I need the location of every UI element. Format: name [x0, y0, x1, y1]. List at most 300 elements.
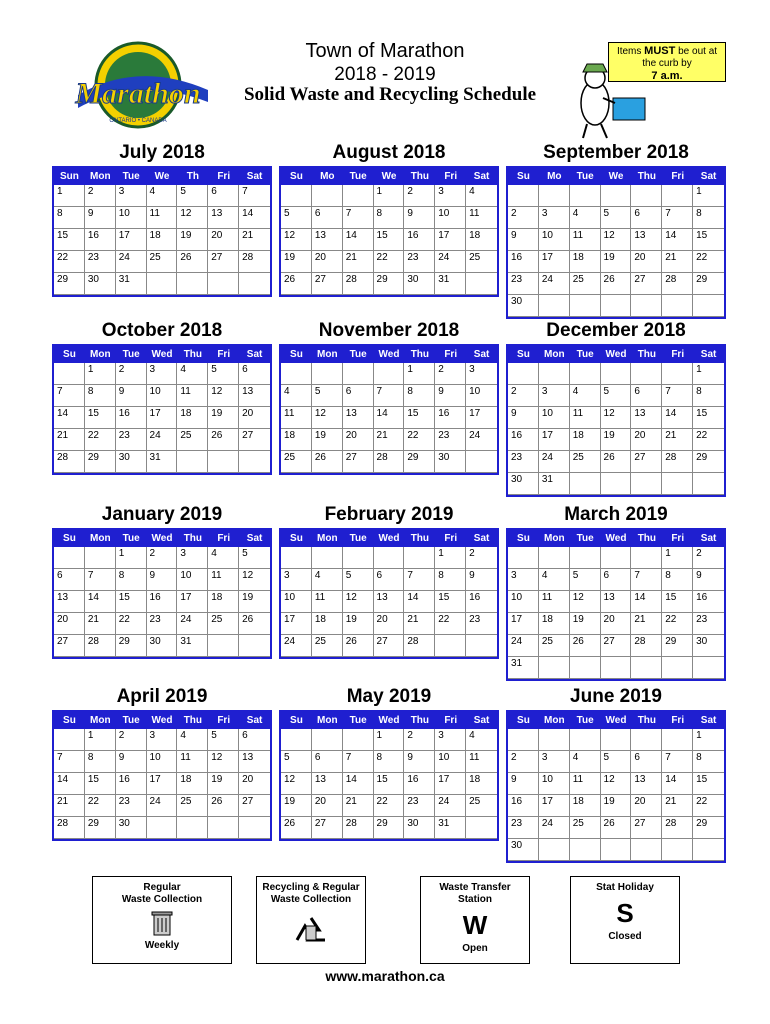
day-number: 25 [469, 796, 481, 807]
day-cell [466, 407, 497, 429]
day-number: 22 [87, 796, 99, 807]
day-number: 16 [469, 592, 481, 603]
day-number: 25 [284, 452, 296, 463]
day-number: 12 [314, 408, 326, 419]
day-cell [343, 613, 374, 635]
day-cell [239, 407, 270, 429]
day-number: 20 [634, 430, 646, 441]
day-cell [208, 429, 239, 451]
weekday-label: Su [517, 533, 530, 544]
day-number: 2 [407, 730, 413, 741]
day-cell [85, 207, 116, 229]
day-cell [539, 773, 570, 795]
day-cell [662, 773, 693, 795]
day-number: 31 [118, 274, 130, 285]
day-cell [539, 657, 570, 679]
day-cell [239, 635, 270, 657]
day-cell [404, 251, 435, 273]
day-number: 1 [118, 548, 125, 559]
day-number: 6 [634, 752, 640, 763]
day-number: 13 [242, 752, 254, 763]
day-number: 7 [634, 570, 640, 581]
day-cell [147, 207, 178, 229]
day-cell [85, 229, 116, 251]
day-number: 2 [118, 730, 125, 741]
day-cell [343, 547, 374, 569]
day-number: 30 [118, 818, 130, 829]
day-cell [312, 273, 343, 295]
day-cell [281, 407, 312, 429]
day-number: 15 [87, 774, 99, 785]
day-cell [435, 407, 466, 429]
day-cell [85, 729, 116, 751]
day-number: 18 [180, 774, 192, 785]
month-calendar [506, 528, 726, 681]
weekday-label: Sat [473, 533, 490, 544]
day-cell [508, 547, 539, 569]
day-number: 3 [541, 386, 548, 397]
day-cell [343, 795, 374, 817]
day-cell [693, 407, 724, 429]
day-number: 26 [284, 818, 296, 829]
day-cell [281, 795, 312, 817]
day-number: 19 [284, 252, 296, 263]
day-cell [662, 613, 693, 635]
day-cell [570, 295, 601, 317]
day-number: 9 [87, 208, 94, 219]
day-cell [239, 429, 270, 451]
day-number: 25 [572, 274, 584, 285]
day-number: 4 [541, 570, 548, 581]
day-cell [54, 635, 85, 657]
day-cell [539, 295, 570, 317]
day-cell [570, 795, 601, 817]
weekday-label: Wed [605, 533, 627, 544]
day-cell [693, 839, 724, 861]
day-number: 5 [211, 364, 217, 375]
day-cell [343, 185, 374, 207]
day-cell [693, 429, 724, 451]
svg-text:Marathon: Marathon [75, 77, 201, 110]
day-number: 13 [376, 592, 388, 603]
day-cell [404, 729, 435, 751]
weekday-label: Mon [544, 533, 565, 544]
day-cell [435, 591, 466, 613]
day-cell [177, 729, 208, 751]
day-cell [631, 473, 662, 495]
day-number: 11 [469, 752, 480, 763]
weekday-label: Fri [217, 533, 231, 544]
day-number: 12 [572, 592, 584, 603]
day-cell [147, 547, 178, 569]
day-number: 5 [180, 186, 186, 197]
day-cell [404, 363, 435, 385]
weekday-label: Fri [444, 715, 458, 726]
day-number: 1 [376, 730, 383, 741]
weekday-label: Thu [183, 349, 203, 360]
title-schedule: Solid Waste and Recycling Schedule [243, 84, 537, 105]
weekday-label: Fri [671, 171, 685, 182]
day-cell [693, 229, 724, 251]
weekday-label: Su [63, 349, 76, 360]
day-number: 22 [696, 252, 708, 263]
day-cell [208, 591, 239, 613]
weekday-header [281, 530, 497, 547]
day-cell [312, 185, 343, 207]
day-cell [85, 407, 116, 429]
day-cell [508, 185, 539, 207]
day-number: 28 [345, 274, 357, 285]
day-number: 23 [696, 614, 708, 625]
day-number: 29 [87, 818, 99, 829]
day-number: 9 [511, 230, 517, 241]
day-number: 26 [603, 274, 615, 285]
day-number: 29 [57, 274, 69, 285]
day-number: 1 [87, 730, 94, 741]
day-number: 14 [242, 208, 254, 219]
day-cell [662, 795, 693, 817]
day-number: 22 [118, 614, 130, 625]
day-number: 10 [541, 230, 553, 241]
day-number: 21 [87, 614, 99, 625]
day-cell [116, 273, 147, 295]
day-number: 5 [345, 570, 352, 581]
day-number: 27 [57, 636, 69, 647]
weekday-label: Thu [637, 171, 657, 182]
day-number: 21 [665, 430, 677, 441]
day-number: 17 [541, 796, 553, 807]
weekday-label: Tue [576, 715, 594, 726]
day-cell [54, 251, 85, 273]
day-number: 11 [284, 408, 295, 419]
day-number: 11 [314, 592, 326, 603]
day-cell [343, 817, 374, 839]
weekday-label: Wed [151, 349, 173, 360]
day-cell [508, 751, 539, 773]
weekday-label: Fri [671, 533, 685, 544]
day-number: 19 [211, 408, 223, 419]
day-number: 16 [696, 592, 708, 603]
day-number: 29 [407, 452, 419, 463]
day-cell [374, 613, 405, 635]
day-cell [374, 363, 405, 385]
weekday-label: Sun [59, 171, 79, 182]
day-number: 2 [149, 548, 156, 559]
day-number: 9 [149, 570, 156, 581]
weekday-header [281, 168, 497, 185]
day-number: 3 [541, 752, 548, 763]
day-cell [570, 363, 601, 385]
day-number: 30 [149, 636, 161, 647]
weekday-label: Thu [410, 533, 430, 544]
website-link[interactable]: www.marathon.ca [325, 968, 445, 984]
day-cell [693, 473, 724, 495]
day-number: 25 [572, 818, 584, 829]
day-number: 13 [634, 230, 646, 241]
weekday-label: Su [290, 171, 303, 182]
day-number: 16 [87, 230, 99, 241]
day-number: 13 [314, 230, 326, 241]
day-cell [116, 363, 147, 385]
day-number: 29 [696, 274, 708, 285]
day-cell [85, 817, 116, 839]
weekday-label: Sat [246, 349, 263, 360]
day-number: 31 [438, 274, 450, 285]
weekday-label: Wed [605, 715, 627, 726]
day-cell [466, 817, 497, 839]
day-cell [281, 773, 312, 795]
weekday-label: Su [517, 171, 530, 182]
weekday-label: Thu [183, 533, 203, 544]
month-calendar [506, 166, 726, 319]
day-cell [508, 451, 539, 473]
day-number: 31 [511, 658, 523, 669]
day-cell [281, 207, 312, 229]
day-number: 12 [284, 774, 296, 785]
day-cell [539, 363, 570, 385]
day-cell [693, 591, 724, 613]
day-cell [147, 363, 178, 385]
weekday-label: Wed [378, 715, 400, 726]
month-title: August 2018 [332, 142, 446, 163]
day-number: 21 [634, 614, 646, 625]
weekday-label: Wed [378, 533, 400, 544]
day-cell [239, 229, 270, 251]
day-cell [147, 185, 178, 207]
day-cell [631, 185, 662, 207]
day-cell [281, 273, 312, 295]
day-cell [85, 635, 116, 657]
day-number: 24 [180, 614, 192, 625]
day-number: 17 [118, 230, 130, 241]
day-cell [508, 569, 539, 591]
day-number: 26 [242, 614, 254, 625]
day-number: 29 [118, 636, 130, 647]
day-cell [147, 795, 178, 817]
day-cell [116, 429, 147, 451]
day-number: 8 [87, 386, 94, 397]
weekday-label: Wed [605, 349, 627, 360]
day-cell [343, 729, 374, 751]
day-cell [508, 613, 539, 635]
day-cell [435, 363, 466, 385]
day-cell [239, 751, 270, 773]
day-cell [508, 229, 539, 251]
day-number: 28 [57, 452, 69, 463]
day-cell [147, 407, 178, 429]
day-cell [147, 773, 178, 795]
day-cell [343, 751, 374, 773]
day-cell [539, 407, 570, 429]
day-cell [116, 773, 147, 795]
mascot-recycling-figure [565, 58, 655, 143]
day-number: 24 [541, 452, 553, 463]
weekday-label: Su [290, 349, 303, 360]
day-number: 30 [696, 636, 708, 647]
day-number: 4 [469, 730, 475, 741]
month-calendar [52, 344, 272, 475]
day-number: 22 [87, 430, 99, 441]
day-number: 13 [57, 592, 69, 603]
day-number: 20 [634, 796, 646, 807]
day-cell [312, 613, 343, 635]
day-cell [147, 273, 178, 295]
day-number: 4 [284, 386, 290, 397]
weekday-label: Thu [183, 715, 203, 726]
weekday-label: Sat [473, 715, 490, 726]
day-cell [404, 817, 435, 839]
day-cell [601, 569, 632, 591]
day-number: 3 [511, 570, 517, 581]
marathon-logo [58, 40, 218, 130]
recycling-icon [289, 912, 333, 948]
day-cell [662, 207, 693, 229]
day-cell [239, 547, 270, 569]
day-cell [281, 751, 312, 773]
day-number: 11 [149, 208, 160, 219]
day-number: 10 [118, 208, 130, 219]
day-number: 7 [665, 386, 671, 397]
weekday-label: Mo [547, 171, 562, 182]
day-cell [601, 429, 632, 451]
day-cell [85, 385, 116, 407]
month-title: January 2019 [101, 504, 223, 525]
day-number: 2 [118, 364, 125, 375]
day-number: 25 [149, 252, 161, 263]
day-cell [466, 363, 497, 385]
day-number: 20 [211, 230, 223, 241]
day-cell [312, 817, 343, 839]
weekday-label: We [154, 171, 170, 182]
day-cell [570, 385, 601, 407]
day-cell [281, 385, 312, 407]
day-number: 5 [603, 208, 610, 219]
day-number: 17 [469, 408, 481, 419]
day-cell [570, 547, 601, 569]
day-cell [466, 569, 497, 591]
day-cell [208, 229, 239, 251]
day-cell [147, 635, 178, 657]
day-cell [374, 591, 405, 613]
day-cell [208, 385, 239, 407]
weekday-label: Fri [671, 349, 685, 360]
weekday-label: Sat [700, 171, 717, 182]
day-number: 10 [438, 752, 450, 763]
weekday-label: Fri [217, 171, 231, 182]
day-number: 18 [284, 430, 296, 441]
day-number: 24 [149, 430, 161, 441]
day-cell [312, 429, 343, 451]
day-cell [281, 251, 312, 273]
day-cell [404, 429, 435, 451]
day-number: 25 [541, 636, 553, 647]
day-number: 21 [345, 796, 357, 807]
day-number: 19 [242, 592, 254, 603]
day-cell [281, 591, 312, 613]
day-cell [177, 207, 208, 229]
day-number: 1 [407, 364, 413, 375]
day-number: 30 [511, 296, 523, 307]
day-number: 2 [407, 186, 413, 197]
day-cell [312, 547, 343, 569]
legend-transfer-station [420, 876, 530, 964]
day-cell [116, 817, 147, 839]
day-number: 6 [345, 386, 352, 397]
day-number: 22 [438, 614, 450, 625]
day-cell [312, 229, 343, 251]
day-cell [177, 185, 208, 207]
day-number: 23 [438, 430, 450, 441]
day-cell [631, 207, 662, 229]
day-number: 14 [407, 592, 419, 603]
day-cell [177, 429, 208, 451]
day-number: 3 [284, 570, 290, 581]
day-cell [631, 773, 662, 795]
day-number: 28 [665, 274, 677, 285]
day-cell [147, 613, 178, 635]
day-number: 20 [376, 614, 388, 625]
day-cell [601, 451, 632, 473]
weekday-header [281, 712, 497, 729]
day-number: 17 [511, 614, 523, 625]
day-number: 26 [603, 452, 615, 463]
weekday-header [54, 530, 270, 547]
day-cell [508, 473, 539, 495]
day-number: 22 [376, 796, 388, 807]
day-cell [85, 795, 116, 817]
day-number: 18 [180, 408, 192, 419]
day-number: 18 [149, 230, 161, 241]
day-cell [54, 273, 85, 295]
weekday-label: Mon [90, 715, 111, 726]
weekday-label: Tue [122, 715, 140, 726]
day-cell [601, 547, 632, 569]
day-number: 13 [634, 774, 646, 785]
day-cell [435, 817, 466, 839]
day-cell [601, 295, 632, 317]
day-number: 25 [180, 430, 192, 441]
day-cell [466, 451, 497, 473]
weekday-label: Sat [700, 715, 717, 726]
day-cell [208, 185, 239, 207]
day-cell [177, 251, 208, 273]
day-cell [466, 591, 497, 613]
day-cell [343, 429, 374, 451]
day-number: 12 [180, 208, 192, 219]
day-number: 21 [57, 430, 69, 441]
day-number: 24 [149, 796, 161, 807]
day-cell [539, 751, 570, 773]
day-cell [116, 207, 147, 229]
day-cell [570, 839, 601, 861]
month-title: March 2019 [564, 504, 668, 525]
day-cell [570, 273, 601, 295]
day-cell [54, 185, 85, 207]
month-title: July 2018 [119, 142, 205, 163]
day-cell [662, 295, 693, 317]
day-number: 23 [407, 796, 419, 807]
day-cell [147, 729, 178, 751]
day-cell [239, 613, 270, 635]
day-number: 28 [665, 818, 677, 829]
day-cell [312, 635, 343, 657]
day-cell [374, 751, 405, 773]
day-cell [208, 635, 239, 657]
day-number: 12 [603, 774, 615, 785]
day-number: 20 [57, 614, 69, 625]
day-number: 6 [242, 364, 248, 375]
day-cell [466, 795, 497, 817]
